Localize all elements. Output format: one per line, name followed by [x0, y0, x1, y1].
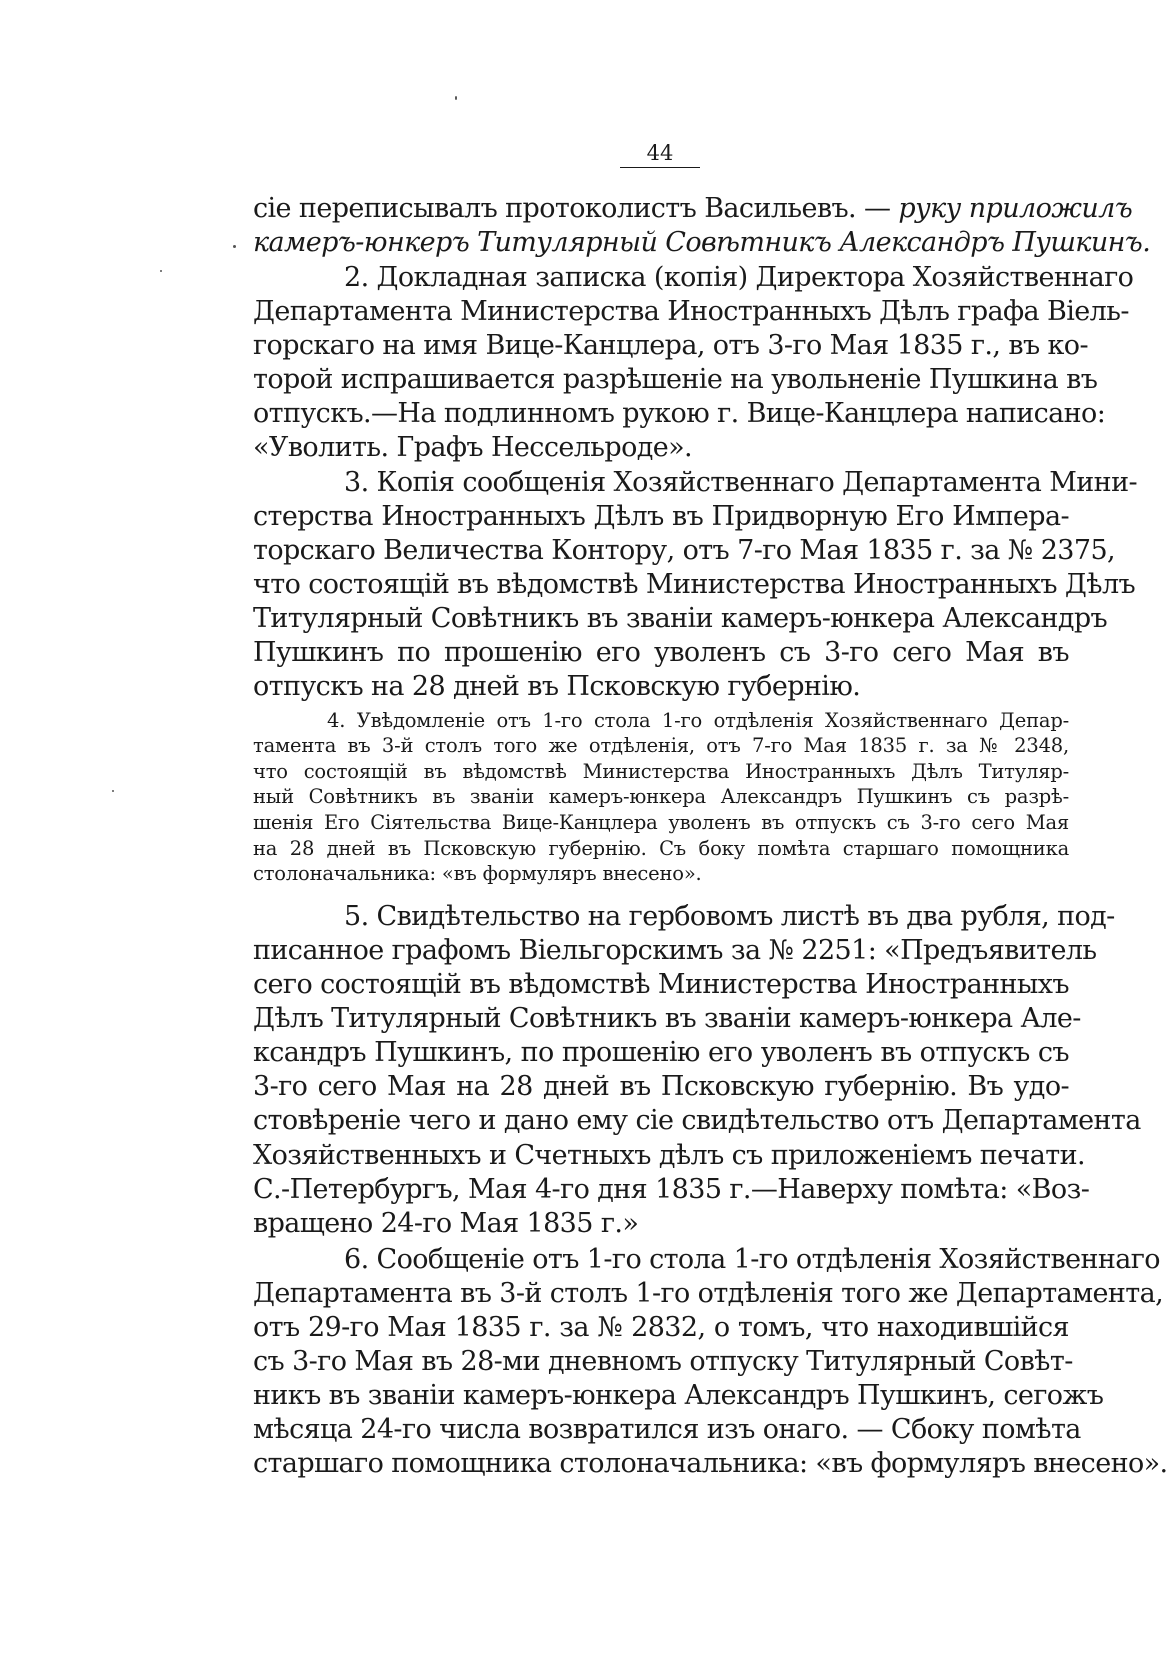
text-line: 2. Докладная записка (копія) Директора Хозяйственнаго: [344, 262, 1134, 293]
text-line: Департамента Министерства Иностранныхъ Дѣлъ графа Віель-: [253, 296, 1129, 327]
text-line: торскаго Величества Контору, отъ 7-го Мая 1835 г. за № 2375,: [253, 535, 1116, 566]
text-line: сего состоящій въ вѣдомствѣ Министерства Иностранныхъ: [253, 969, 1069, 1000]
text-line: никъ въ званіи камеръ-юнкера Александръ Пушкинъ, сегожъ: [253, 1380, 1104, 1411]
text-line: [253, 193, 1133, 225]
text-line: отпускъ.—На подлинномъ рукою г. Вице-Канцлера написано:: [253, 398, 1106, 429]
text-line: торой испрашивается разрѣшеніе на увольненіе Пушкина въ: [253, 364, 1098, 395]
text-line: горскаго на имя Вице-Канцлера, отъ 3-го Мая 1835 г., въ ко-: [253, 330, 1088, 361]
scan-speck: [455, 96, 457, 100]
text-line: что состоящій въ вѣдомствѣ Министерства Иностранныхъ Дѣлъ Титуляр-: [253, 760, 1069, 783]
text-line: отпускъ на 28 дней въ Псковскую губернію.: [253, 671, 861, 702]
text-line: старшаго помощника столоначальника: «въ формуляръ внесено».: [253, 1448, 1168, 1479]
text-line: Департамента въ 3-й столъ 1-го отдѣленія того же Департамента,: [253, 1278, 1164, 1309]
page-number: 44: [620, 141, 700, 168]
text-line: писанное графомъ Віельгорскимъ за № 2251: «Предъявитель: [253, 935, 1097, 966]
text-line: Дѣлъ Титулярный Совѣтникъ въ званіи камеръ-юнкера Але-: [253, 1003, 1081, 1034]
text-line-plain: сіе переписывалъ протоколистъ Васильевъ. —: [253, 193, 899, 224]
text-line: Титулярный Совѣтникъ въ званіи камеръ-юнкера Александръ: [253, 603, 1108, 634]
text-line: 6. Сообщеніе отъ 1-го стола 1-го отдѣленія Хозяйственнаго: [344, 1244, 1160, 1275]
text-line: 4. Увѣдомленіе отъ 1-го стола 1-го отдѣленія Хозяйственнаго Депар-: [327, 709, 1069, 732]
text-line: Пушкинъ по прошенію его уволенъ съ 3-го сего Мая въ: [253, 637, 1069, 668]
text-line: 3. Копія сообщенія Хозяйственнаго Департамента Мини-: [344, 467, 1137, 498]
scan-speck: [112, 790, 114, 792]
text-line: [253, 227, 1151, 259]
text-line: тамента въ 3-й столъ того же отдѣленія, отъ 7-го Мая 1835 г. за № 2348,: [253, 734, 1069, 757]
scan-speck: [233, 245, 236, 248]
text-line: стерства Иностранныхъ Дѣлъ въ Придворную Его Импера-: [253, 501, 1069, 532]
scan-speck: [160, 270, 162, 272]
text-line: ный Совѣтникъ въ званіи камеръ-юнкера Александръ Пушкинъ съ разрѣ-: [253, 785, 1069, 808]
text-line: С.-Петербургъ, Мая 4-го дня 1835 г.—Наверху помѣта: «Воз-: [253, 1174, 1090, 1205]
text-line: 5. Свидѣтельство на гербовомъ листѣ въ два рубля, под-: [344, 901, 1115, 932]
text-line: «Уволить. Графъ Нессельроде».: [253, 432, 693, 463]
text-line-italic: руку приложилъ: [898, 193, 1133, 224]
text-line-italic: камеръ-юнкеръ Титулярный Совѣтникъ Александръ Пушкинъ.: [253, 227, 1151, 258]
text-line: шенія Его Сіятельства Вице-Канцлера уволенъ въ отпускъ съ 3-го сего Мая: [253, 811, 1069, 834]
text-line: вращено 24-го Мая 1835 г.»: [253, 1208, 639, 1239]
text-line: что состоящій въ вѣдомствѣ Министерства Иностранныхъ Дѣлъ: [253, 569, 1136, 600]
text-line: отъ 29-го Мая 1835 г. за № 2832, о томъ, что находившійся: [253, 1312, 1069, 1343]
text-line: съ 3-го Мая въ 28-ми дневномъ отпуску Титулярный Совѣт-: [253, 1346, 1073, 1377]
text-line: мѣсяца 24-го числа возвратился изъ онаго. — Сбоку помѣта: [253, 1414, 1081, 1445]
text-line: на 28 дней въ Псковскую губернію. Съ боку помѣта старшаго помощника: [253, 837, 1069, 860]
text-line: столоначальника: «въ формуляръ внесено».: [253, 862, 702, 885]
text-line: 3-го сего Мая на 28 дней въ Псковскую губернію. Въ удо-: [253, 1071, 1069, 1102]
text-line: стовѣреніе чего и дано ему сіе свидѣтельство отъ Департамента: [253, 1105, 1141, 1136]
text-line: Хозяйственныхъ и Счетныхъ дѣлъ съ приложеніемъ печати.: [253, 1140, 1086, 1171]
text-line: ксандръ Пушкинъ, по прошенію его уволенъ въ отпускъ съ: [253, 1037, 1069, 1068]
